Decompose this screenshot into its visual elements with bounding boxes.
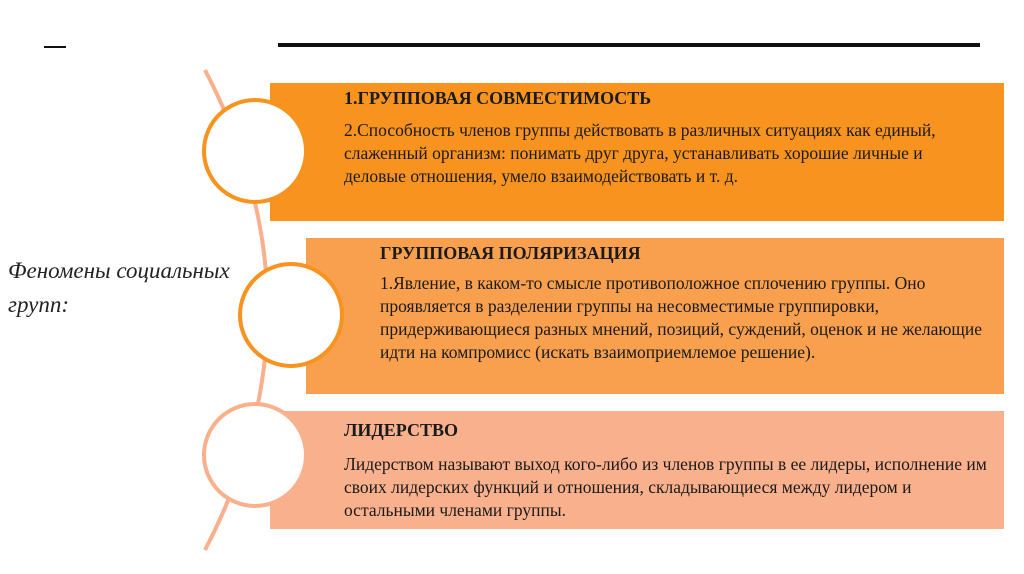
item-title: ГРУППОВАЯ ПОЛЯРИЗАЦИЯ bbox=[380, 243, 641, 263]
phenomena-label-text: Феномены социальных групп: bbox=[8, 258, 230, 317]
item-marker-circle-1 bbox=[202, 98, 308, 204]
item-title: 1.ГРУППОВАЯ СОВМЕСТИМОСТЬ bbox=[344, 88, 652, 108]
item-description: 2.Способность членов группы действовать в различных ситуациях как единый, слаженный организм: понимать друг друга, устанавливать хорошие личные и деловые отношения, умело взаимодействовать и т. д. bbox=[344, 120, 936, 186]
phenomenon-item-compatibility bbox=[270, 83, 1004, 221]
item-description: Лидерством называют выход кого-либо из членов группы в ее лидеры, исполнение им своих лидерских функций и отношения, складывающиеся между лидером и остальными членами группы. bbox=[344, 454, 987, 520]
phenomenon-item-leadership bbox=[270, 411, 1004, 529]
item-marker-circle-2 bbox=[238, 262, 344, 368]
phenomenon-item-polarization bbox=[306, 238, 1004, 394]
item-description: 1.Явление, в каком-то смысле противоположное сплочению группы. Оно проявляется в разделении группы на несовместимые группировки, придерживающиеся разных мнений, позиций, суждений, оценок и не желающие идти на компромисс (искать взаимоприемлемое решение). bbox=[380, 273, 983, 362]
item-title: ЛИДЕРСТВО bbox=[344, 420, 459, 440]
item-marker-circle-3 bbox=[202, 402, 308, 508]
